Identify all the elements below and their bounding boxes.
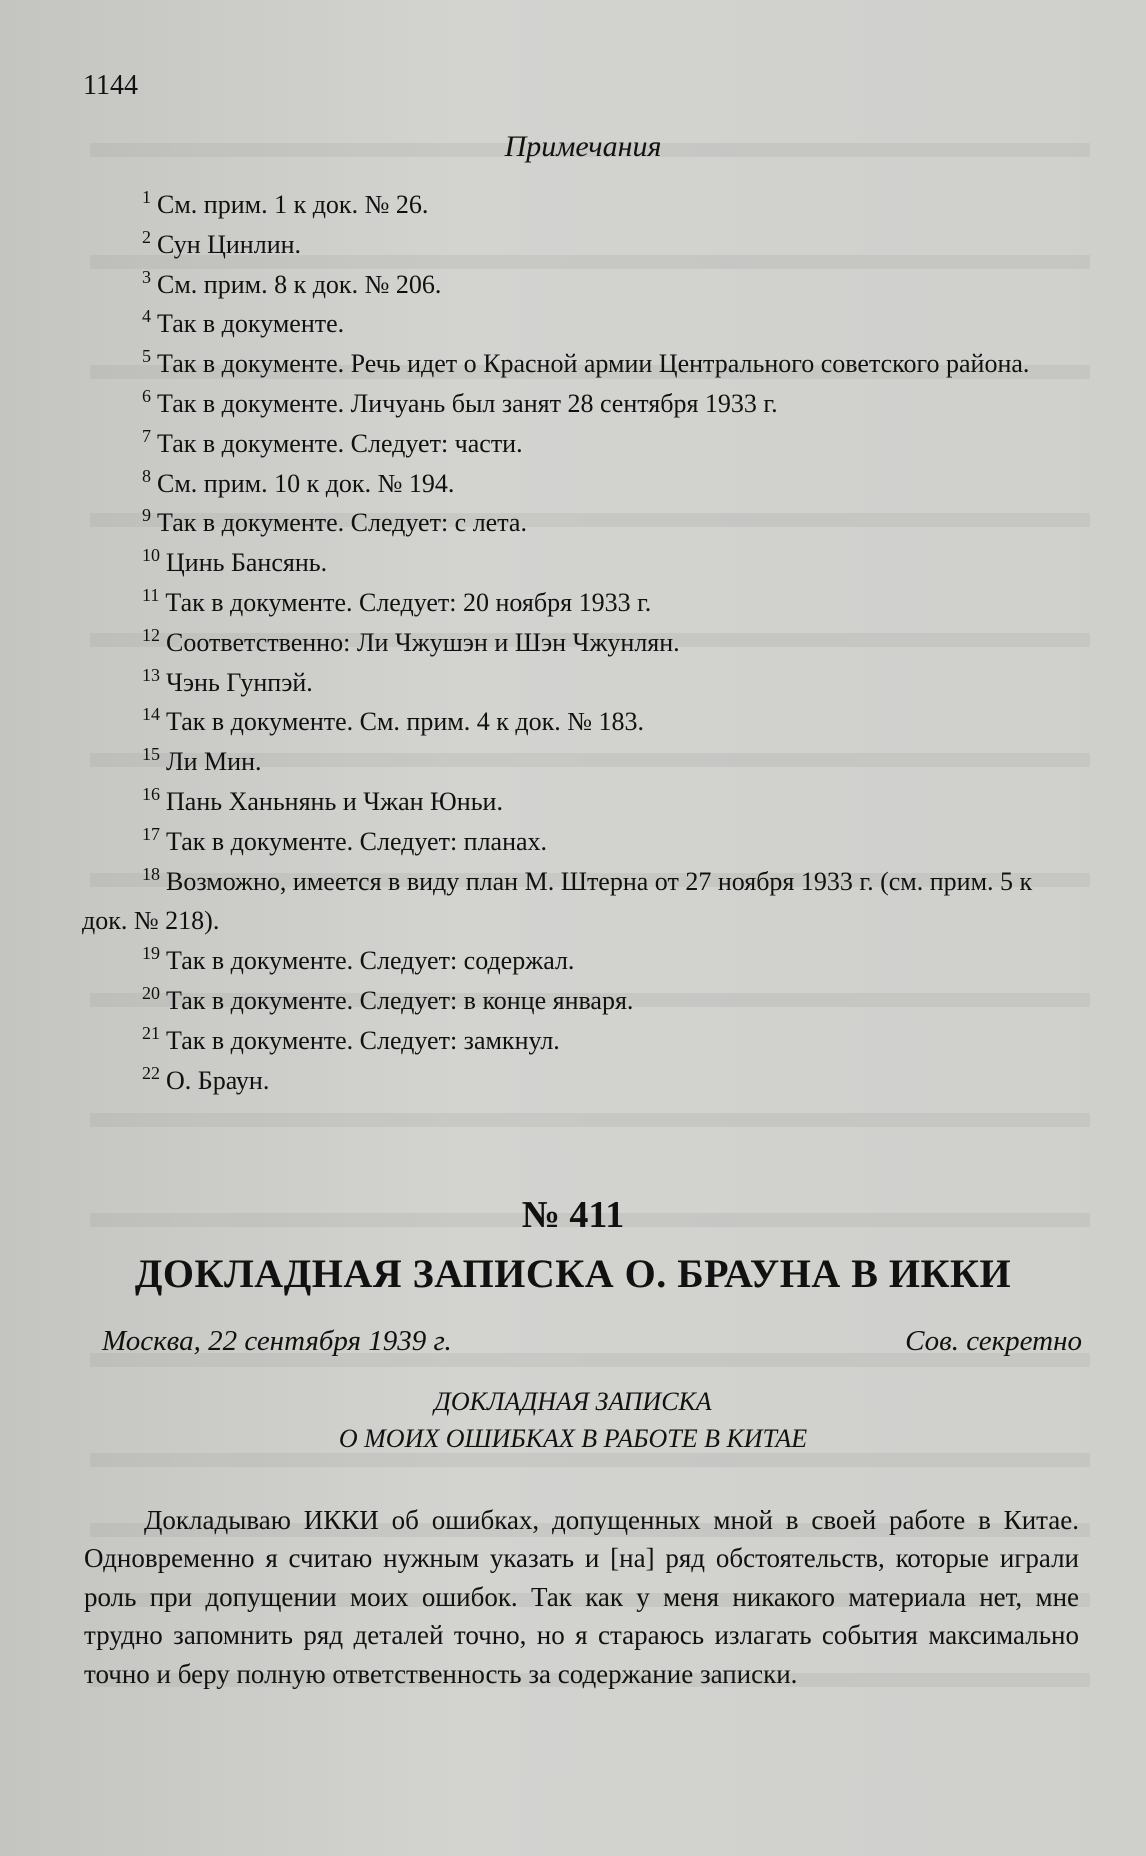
- endnote-text: Так в документе. Следует: содержал.: [166, 946, 575, 976]
- endnote-text: См. прим. 8 к док. № 206.: [157, 269, 442, 299]
- endnote-number: 10: [142, 545, 160, 566]
- notes-heading-text: Примечания: [504, 130, 662, 163]
- endnote-number: 15: [142, 744, 160, 765]
- endnote-item: [82, 424, 1082, 464]
- endnote-text: Так в документе. Следует: планах.: [166, 826, 548, 856]
- endnote-item: [82, 702, 1082, 742]
- endnote-item: [82, 265, 1082, 305]
- endnote-text: Так в документе. Следует: замкнул.: [166, 1025, 560, 1055]
- endnote-item: [82, 225, 1082, 265]
- endnote-text: Так в документе. Речь идет о Красной армии Центрального советского района.: [157, 349, 1030, 379]
- endnote-number: 12: [142, 624, 160, 645]
- endnote-text: Так в документе. Следует: 20 ноября 1933 г.: [165, 587, 652, 617]
- endnote-number: 18: [142, 863, 160, 884]
- endnote-item: [82, 464, 1082, 504]
- endnote-text: Соответственно: Ли Чжушэн и Шэн Чжунлян.: [166, 627, 680, 657]
- endnote-item: [82, 742, 1082, 782]
- endnote-item: [82, 344, 1082, 384]
- endnote-item: [82, 623, 1082, 663]
- endnote-item: [82, 862, 1082, 942]
- endnote-item: [82, 543, 1082, 583]
- document-meta: [102, 1325, 1082, 1358]
- endnote-number: 2: [142, 226, 151, 247]
- endnote-text: О. Браун.: [166, 1065, 270, 1095]
- endnote-number: 21: [142, 1022, 160, 1043]
- endnote-number: 7: [142, 425, 151, 446]
- endnote-text: Цинь Бансянь.: [166, 548, 328, 578]
- endnote-text: Так в документе. Следует: в конце января.: [166, 985, 634, 1015]
- endnote-number: 14: [142, 704, 160, 725]
- endnote-number: 1: [142, 187, 151, 207]
- endnote-text: См. прим. 1 к док. № 26.: [157, 190, 429, 219]
- page-number: 1144: [83, 70, 138, 101]
- endnote-number: 22: [142, 1062, 160, 1083]
- endnote-item: [82, 1061, 1082, 1101]
- document-title: ДОКЛАДНАЯ ЗАПИСКА О. БРАУНА В ИККИ: [134, 1251, 1012, 1296]
- subtitle-line-2: О МОИХ ОШИБКАХ В РАБОТЕ В КИТАЕ: [338, 1424, 808, 1453]
- endnote-number: 9: [142, 505, 151, 526]
- notes-heading: [0, 130, 1146, 164]
- classification: Сов. секретно: [905, 1325, 1082, 1357]
- endnote-number: 16: [142, 783, 160, 804]
- endnote-text: Чэнь Гунпэй.: [166, 667, 313, 697]
- document-number: № 411: [521, 1194, 625, 1236]
- endnote-number: 19: [142, 943, 160, 964]
- endnote-number: 3: [142, 266, 151, 287]
- endnote-item: [82, 384, 1082, 424]
- endnote-item: [82, 663, 1082, 703]
- endnote-text: См. прим. 10 к док. № 194.: [157, 468, 455, 498]
- endnote-text: Сун Цинлин.: [157, 229, 302, 259]
- endnote-text: Возможно, имеется в виду план М. Штерна от 27 ноября 1933 г. (см. прим. 5 к док. № 218).: [82, 866, 1033, 936]
- endnote-text: Так в документе. Следует: части.: [157, 428, 523, 458]
- endnote-text: Ли Мин.: [166, 747, 262, 777]
- endnote-text: Так в документе. См. прим. 4 к док. № 183.: [166, 707, 645, 737]
- endnote-text: Так в документе.: [157, 309, 345, 339]
- endnote-text: Пань Ханьнянь и Чжан Юньи.: [166, 786, 503, 816]
- endnote-text: Так в документе. Следует: с лета.: [157, 508, 527, 538]
- endnote-number: 13: [142, 664, 160, 685]
- document-subtitle: [0, 1383, 1146, 1457]
- endnote-item: [82, 941, 1082, 981]
- endnote-number: 5: [142, 346, 151, 367]
- subtitle-line-1: ДОКЛАДНАЯ ЗАПИСКА: [434, 1387, 712, 1416]
- endnotes-list: [82, 185, 1082, 1100]
- endnote-item: [82, 185, 1082, 225]
- endnote-number: 4: [142, 306, 151, 327]
- endnote-number: 6: [142, 385, 151, 406]
- endnote-number: 8: [142, 465, 151, 486]
- endnote-item: [82, 503, 1082, 543]
- endnote-item: [82, 583, 1082, 623]
- place-date: Москва, 22 сентября 1939 г.: [102, 1325, 452, 1357]
- endnote-item: [82, 782, 1082, 822]
- endnote-number: 11: [142, 584, 160, 605]
- endnote-item: [82, 1021, 1082, 1061]
- endnote-number: 20: [142, 982, 160, 1003]
- endnote-text: Так в документе. Личуань был занят 28 сентября 1933 г.: [157, 388, 778, 418]
- endnote-item: [82, 822, 1082, 862]
- endnote-number: 17: [142, 823, 160, 844]
- document-body-paragraph: Докладываю ИККИ об ошибках, допущенных мной в своей работе в Китае. Одновременно я считаю нужным указать и [на] ряд обстоятельств, которые играли роль при допущении моих ошибок. Так как у меня никакого материала нет, мне трудно запомнить ряд деталей точно, но я стараюсь излагать события максимально точно и беру полную ответственность за содержание записки.: [84, 1505, 1079, 1689]
- endnote-item: [82, 981, 1082, 1021]
- endnote-item: [82, 304, 1082, 344]
